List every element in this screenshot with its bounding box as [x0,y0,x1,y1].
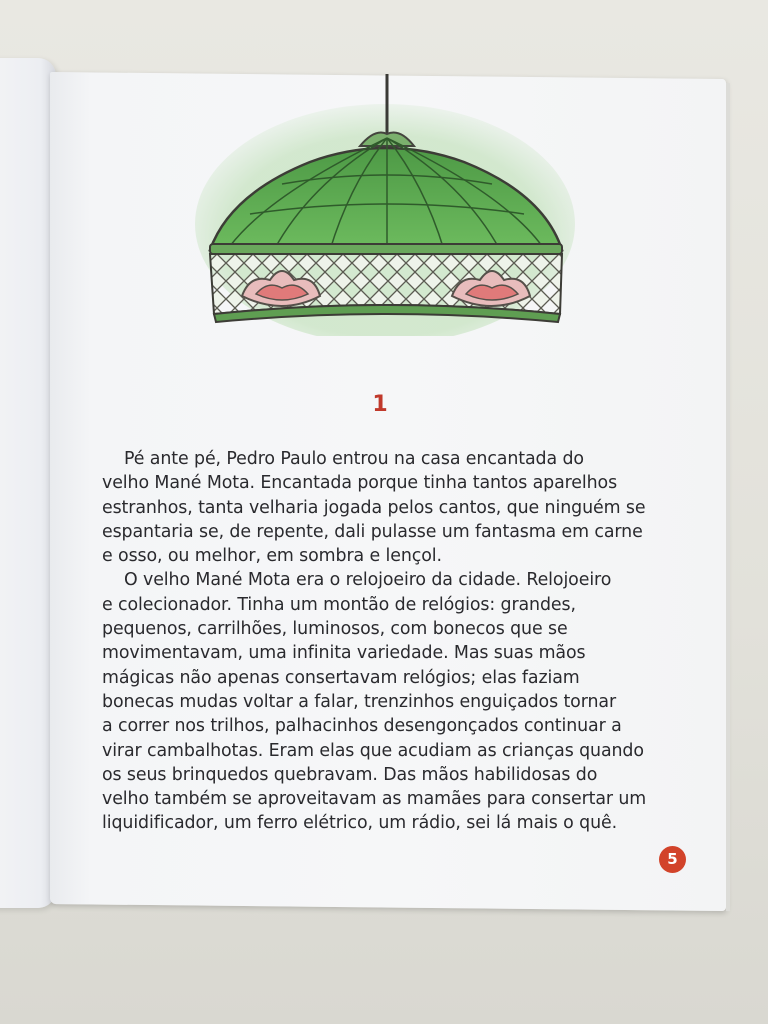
text-line: liquidificador, um ferro elétrico, um rádio, sei lá mais o quê. [102,813,618,834]
text-line: estranhos, tanta velharia jogada pelos cantos, que ninguém se [102,497,646,518]
text-line: virar cambalhotas. Eram elas que acudiam as crianças quando [102,740,644,761]
page-number-badge: 5 [659,846,686,873]
chapter-number: 1 [372,392,388,417]
text-line: movimentavam, uma infinita variedade. Mas suas mãos [102,643,586,664]
text-line: Pé ante pé, Pedro Paulo entrou na casa encantada do [124,449,584,469]
text-line: a correr nos trilhos, palhacinhos desengonçados continuar a [102,716,622,737]
text-line: velho Mané Mota. Encantada porque tinha tantos aparelhos [102,473,618,494]
text-line: pequenos, carrilhões, luminosos, com bonecos que se [102,619,568,640]
text-line: e colecionador. Tinha um montão de relógios: grandes, [102,594,576,615]
left-page-edge [0,58,56,908]
text-line: mágicas não apenas consertavam relógios; elas faziam [102,667,580,688]
text-line: os seus brinquedos quebravam. Das mãos habilidosas do [102,764,598,785]
text-line: e osso, ou melhor, em sombra e lençol. [102,546,442,567]
shade-band [210,244,562,254]
story-text [102,447,662,836]
lamp-illustration [190,74,580,336]
text-line: O velho Mané Mota era o relojoeiro da cidade. Relojoeiro [124,570,612,591]
text-line: velho também se aproveitavam as mamães para consertar um [102,789,647,810]
page-edge [726,83,730,911]
text-line: espantaria se, de repente, dali pulasse um fantasma em carne [102,521,643,542]
text-line: bonecas mudas voltar a falar, trenzinhos enguiçados tornar [102,691,617,712]
